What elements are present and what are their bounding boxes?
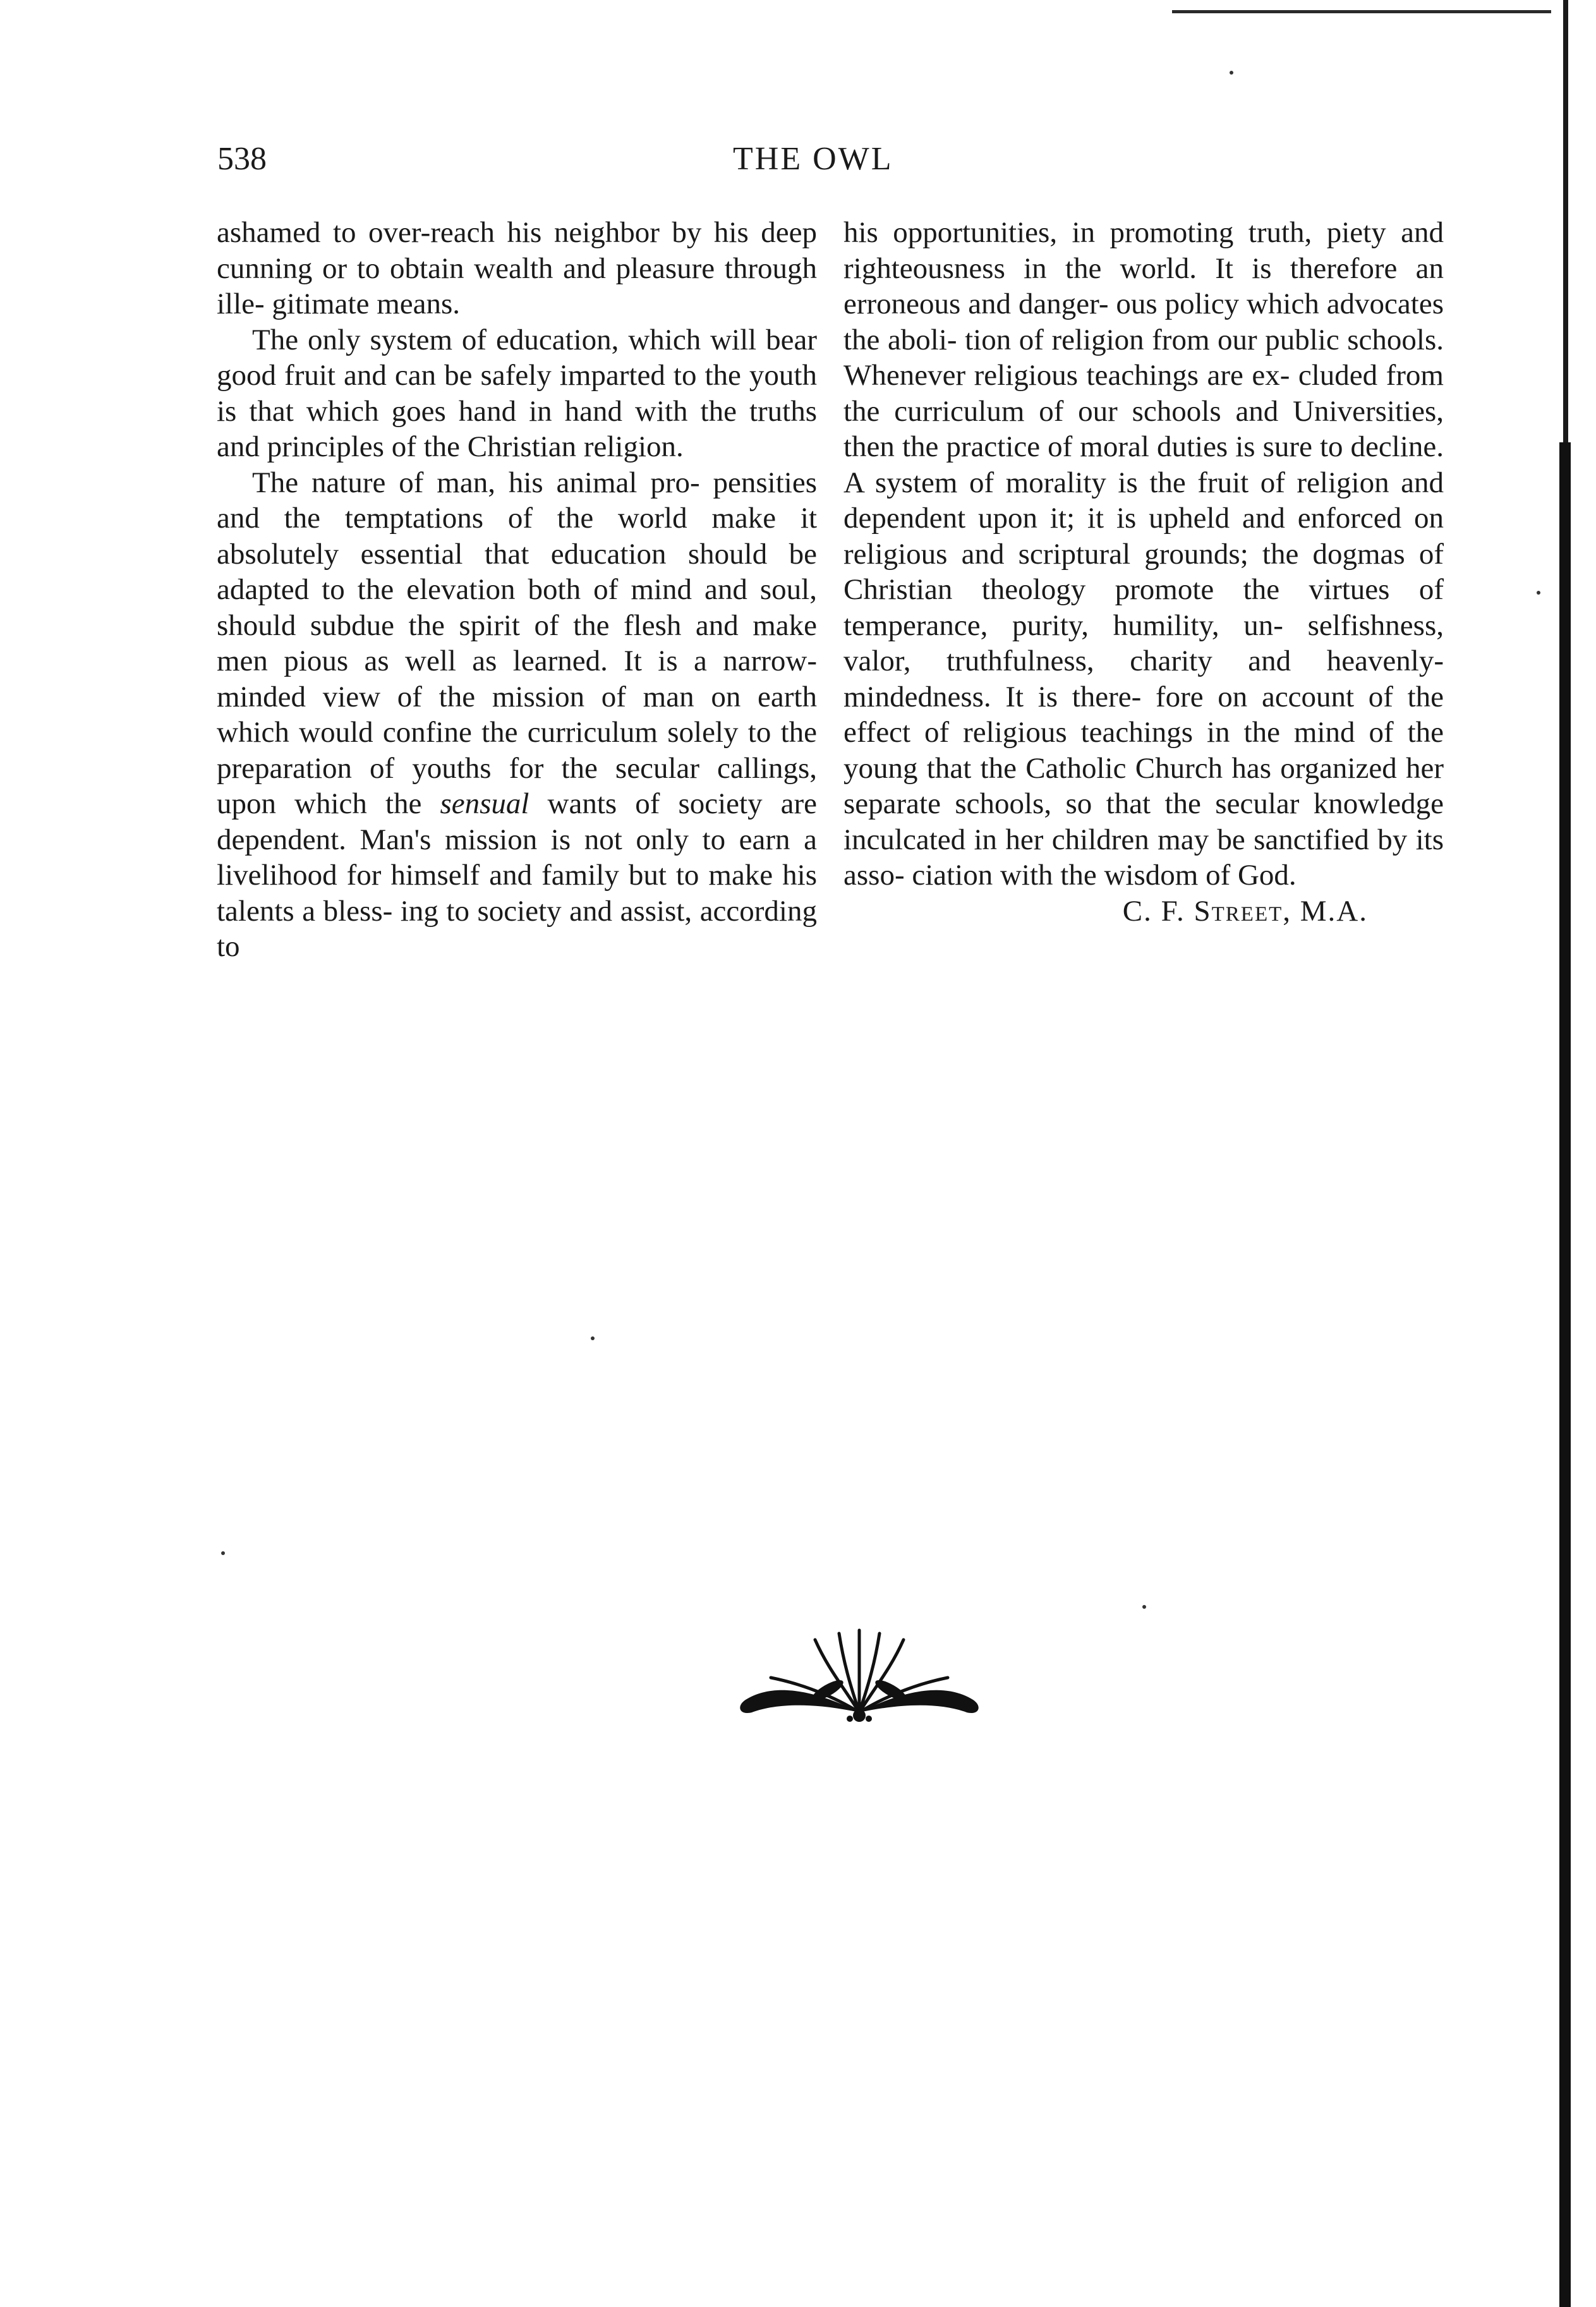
page-number: 538 [217,141,267,177]
italic-word: sensual [440,787,529,820]
print-speck [1537,591,1540,595]
left-column [217,215,817,965]
print-speck [591,1336,595,1340]
author-initials: C. F. [1122,894,1185,928]
palmette-fan-ornament-icon [733,1624,986,1725]
paragraph: ashamed to over-reach his neighbor by his deep cunning or to obtain wealth and pleasure through ille- gitimate means. [217,216,817,320]
paragraph-text: wants of society are dependent. Man's mission is not only to earn a livelihood for himself and family but to make his talents a bless- ing to society and assist, according to [217,787,818,963]
paragraph [217,465,817,965]
print-speck [221,1551,225,1555]
author-surname: Street, [1194,894,1292,928]
top-rule [1172,10,1551,13]
running-head: THE OWL [733,141,893,177]
paragraph: his opportunities, in promoting truth, piety and righteousness in the world. It is therefore an erroneous and danger- ous policy which advocates the aboli- tion of religion from our public schools. Whenever religious teachings are ex- cluded from the curriculum of our schools and Universities, then the practice of moral duties is sure to decline. A system of morality is the fruit of religion and dependent upon it; it is upheld and enforced on religious and scriptural grounds; the dogmas of Christian theology promote the virtues of temperance, purity, humility, un- selfishness, valor, truthfulness, charity and heavenly-mindedness. It is there- fore on account of the effect of religious teachings in the mind of the young that the Catholic Church has organized her separate schools, so that the secular knowledge inculcated in her children may be sanctified by its asso- ciation with the wisdom of God. [843,216,1444,892]
print-speck [1230,71,1233,75]
print-speck [1142,1605,1146,1609]
right-column [843,215,1444,929]
paragraph-text: The nature of man, his animal pro- pensities and the temptations of the world make it absolutely essential that education should be adapted to the elevation both of mind and soul, should subdue the spirit of the flesh and make men pious as well as learned. It is a narrow-minded view of the mission of man on earth which would confine the curriculum solely to the preparation of youths for the secular callings, upon which the [217,466,817,820]
page-edge-upper [1563,0,1568,442]
paragraph: The only system of education, which will bear good fruit and can be safely imparted to the youth is that which goes hand in hand with the truths and principles of the Christian religion. [217,323,817,463]
author-signature [843,893,1444,929]
author-degree: M.A. [1300,894,1368,928]
page-edge [1559,442,1571,2307]
